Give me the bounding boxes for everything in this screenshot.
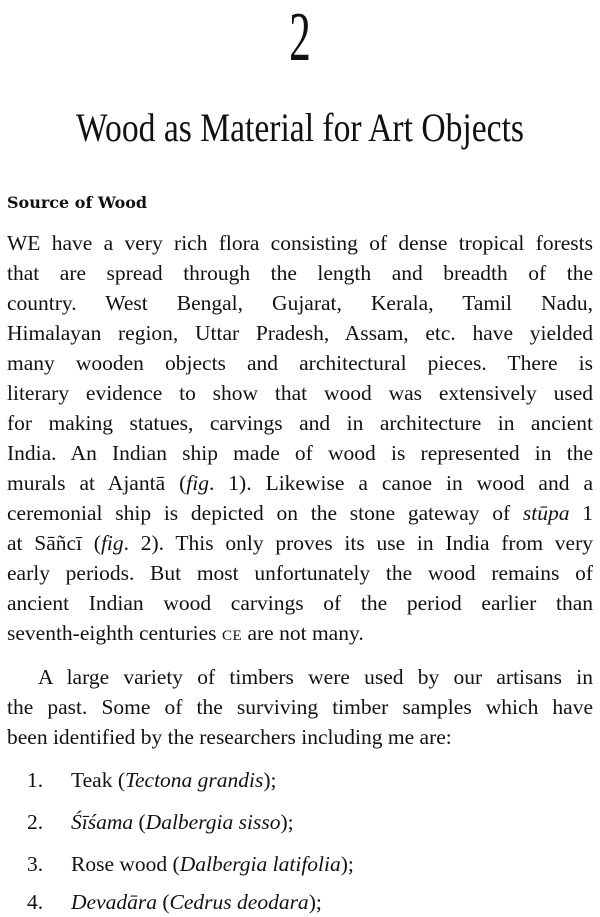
text-run: ceremonial ship is depicted on the stone gateway of [7,501,523,525]
section-heading: Source of Wood [7,193,148,212]
list-item-punctuation: ); [340,852,354,876]
paragraph-line: India. An Indian ship made of wood is represented in the [7,441,593,465]
text-run: . 1). Likewise a canoe in wood and a [208,471,593,495]
list-item-scientific-name: Cedrus deodara [169,890,309,914]
paragraph-line: early periods. But most unfortunately the wood remains of [7,561,593,585]
paragraph-line: WE have a very rich flora consisting of dense tropical forests [7,231,593,255]
paragraph-line [7,498,593,528]
chapter-title: Wood as Material for Art Objects [76,105,524,150]
text-run: seventh-eighth centuries [7,621,222,645]
list-item-punctuation: ); [280,810,294,834]
paragraph-line: country. West Bengal, Gujarat, Kerala, Tamil Nadu, [7,291,593,315]
list-item-number: 1. [27,768,44,792]
paragraph-line: for making statues, carvings and in architecture in ancient [7,411,593,435]
paragraph-line: A large variety of timbers were used by our artisans in [38,665,593,689]
list-item-vernacular-name: Devadāra [71,890,157,914]
list-item-punctuation: ); [263,768,277,792]
list-item [27,807,294,837]
figure-reference: fig [186,471,209,495]
list-item-number: 3. [27,852,44,876]
list-item-scientific-name: Dalbergia sisso [145,810,281,834]
list-item-number: 2. [27,810,44,834]
list-item-common-name: Rose wood ( [71,852,180,876]
paragraph-line [7,618,593,648]
paragraph-line: Himalayan region, Uttar Pradesh, Assam, etc. have yielded [7,321,593,345]
list-item-punctuation: ); [308,890,322,914]
paragraph-line: been identified by the researchers including me are: [7,725,452,749]
list-item-vernacular-name: Śīśama [71,810,134,834]
text-run: 1 [569,501,593,525]
chapter-number: 2 [289,0,311,76]
era-abbreviation: CE [221,628,243,644]
paragraph-line: that are spread through the length and breadth of the [7,261,593,285]
paragraph-line [7,528,593,558]
list-item-scientific-name: Dalbergia latifolia [179,852,341,876]
paragraph-line: literary evidence to show that wood was extensively used [7,381,593,405]
list-item-common-name: Teak ( [71,768,126,792]
italic-term: stūpa [522,501,570,525]
paragraph-line [7,468,593,498]
list-item-scientific-name: Tectona grandis [125,768,264,792]
list-item-paren: ( [156,890,170,914]
text-run: . 2). This only proves its use in India from very [123,531,593,555]
list-item [27,887,322,917]
list-item [27,849,354,879]
text-run: at Sāñcī ( [7,531,101,555]
list-item [27,765,277,795]
list-item-paren: ( [133,810,146,834]
paragraph-line: ancient Indian wood carvings of the period earlier than [7,591,593,615]
list-item-number: 4. [27,890,44,914]
paragraph-line: many wooden objects and architectural pieces. There is [7,351,593,375]
text-run: are not many. [242,621,364,645]
text-run: murals at Ajantā ( [7,471,187,495]
figure-reference: fig [100,531,124,555]
paragraph-line: the past. Some of the surviving timber samples which have [7,695,593,719]
